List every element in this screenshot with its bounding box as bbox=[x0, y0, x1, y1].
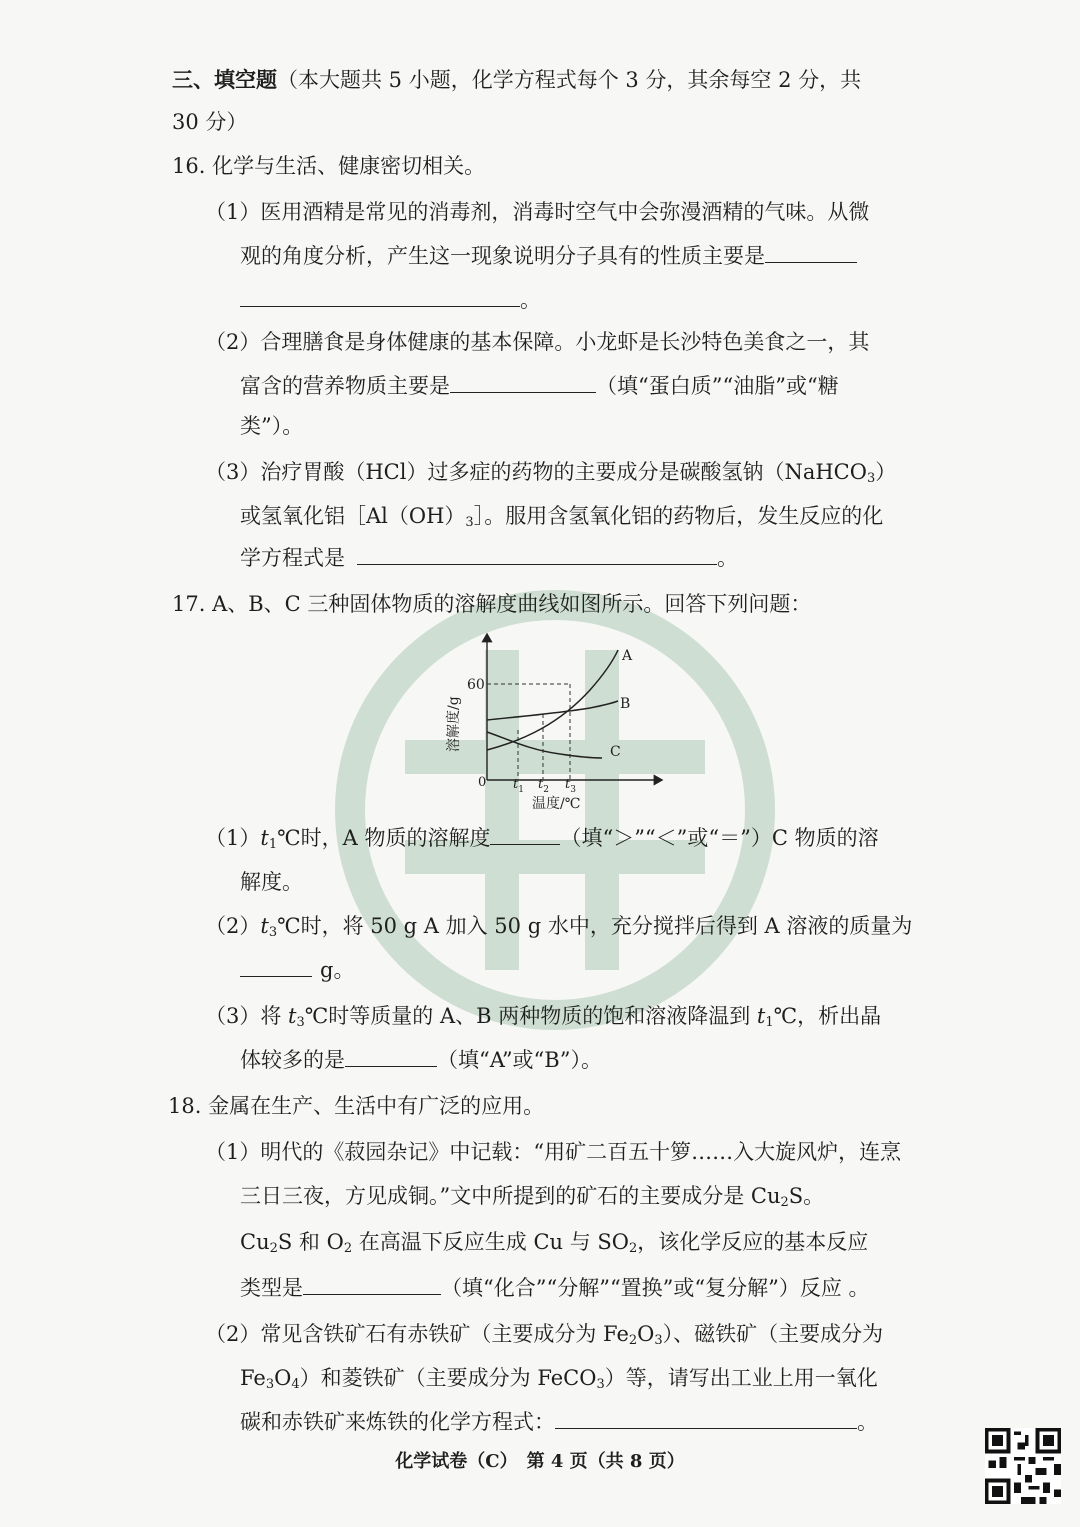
answer-blank[interactable] bbox=[490, 824, 560, 845]
q16-part2-line3: 类”）。 bbox=[240, 414, 304, 438]
q17-part3-line1: （3）将 $t_3℃$时等质量的 A、B 两种物质的饱和溶液降温到 $t_1℃$，析出晶 bbox=[205, 1004, 882, 1030]
curves bbox=[487, 650, 618, 758]
q18-part2-line3: 碳和赤铁矿来炼铁的化学方程式： 。 bbox=[240, 1410, 878, 1434]
answer-blank[interactable] bbox=[345, 1046, 437, 1067]
answer-blank[interactable] bbox=[450, 372, 596, 393]
answer-blank[interactable] bbox=[240, 956, 312, 977]
q16-part3-line3: 学方程式是 。 bbox=[240, 546, 738, 570]
series-label-c: C bbox=[610, 744, 621, 760]
qr-code-icon bbox=[985, 1428, 1061, 1504]
q16-part1-line3: 。 bbox=[240, 286, 541, 314]
section-note-line2: 30 分） bbox=[172, 110, 248, 134]
q17-part2-line1: $(2)t_3℃$时，将 50 g A 加入 50 g 水中，充分搅拌后得到 A 溶液的质量为 bbox=[205, 914, 913, 940]
q18-part1-line4: 类型是 （填“化合”“分解”“置换”或“复分解”）反应 。 bbox=[240, 1276, 870, 1300]
q18-stem: 18. 金属在生产、生活中有广泛的应用。 bbox=[168, 1094, 545, 1118]
curve-b bbox=[487, 701, 618, 720]
q16-part3-line2: 或氢氧化铝$[Al(OH)_3]$。服用含氢氧化铝的药物后，发生反应的化 bbox=[240, 504, 884, 530]
q16-stem: 16. 化学与生活、健康密切相关。 bbox=[172, 154, 486, 178]
dashed-guides bbox=[487, 684, 570, 780]
q17-part1-line1: $(1)t_1℃$时，A 物质的溶解度 （填“＞”“＜”或“＝”）C 物质的溶 bbox=[205, 826, 879, 852]
q18-part1-line2: 三日三夜，方见成铜。”文中所提到的矿石的主要成分是 $Cu_2S$。 bbox=[240, 1184, 825, 1210]
x-tick-label: $t_3$ bbox=[565, 777, 576, 795]
y-tick-label: 60 bbox=[467, 677, 485, 693]
y-axis-title: 溶解度/g bbox=[446, 696, 462, 752]
page-footer: 化学试卷（C） 第 4 页（共 8 页） bbox=[395, 1451, 685, 1472]
curve-a bbox=[487, 650, 618, 750]
series-label-a: A bbox=[622, 648, 633, 664]
q17-part2-line2: g。 bbox=[240, 956, 354, 984]
origin-label: 0 bbox=[478, 775, 487, 790]
q18-part2-line2: $Fe_3O_4$）和菱铁矿（主要成分为 FeCO$_3$）等，请写出工业上用一氧化 bbox=[240, 1366, 878, 1392]
q18-part2-line1: （2）常见含铁矿石有赤铁矿（主要成分为 $Fe_2O_3$）、磁铁矿（主要成分为 bbox=[205, 1322, 884, 1348]
q16-part1-line1: （1）医用酒精是常见的消毒剂，消毒时空气中会弥漫酒精的气味。从微 bbox=[205, 200, 870, 224]
q16-part1-line2: 观的角度分析，产生这一现象说明分子具有的性质主要是 bbox=[240, 242, 857, 270]
q17-stem: 17. A、B、C 三种固体物质的溶解度曲线如图所示。回答下列问题： bbox=[172, 592, 812, 616]
x-tick-label: $t_2$ bbox=[538, 777, 549, 795]
series-label-b: B bbox=[620, 696, 631, 712]
q17-part3-line2: 体较多的是 （填“A”或“B”）。 bbox=[240, 1048, 602, 1072]
answer-blank[interactable] bbox=[765, 242, 857, 263]
answer-blank[interactable] bbox=[303, 1274, 441, 1295]
x-axis-title: 温度/℃ bbox=[532, 796, 581, 812]
section-note: （本大题共 5 小题，化学方程式每个 3 分，其余每空 2 分，共 bbox=[277, 68, 862, 92]
q18-part1-line3: $Cu_2S$ 和 $O_2$ 在高温下反应生成 Cu 与 $SO_2$，该化学反应的基本反应 bbox=[240, 1230, 869, 1256]
answer-blank[interactable] bbox=[357, 544, 717, 565]
q17-part1-line2: 解度。 bbox=[240, 870, 303, 894]
q16-part2-line2: 富含的营养物质主要是 （填“蛋白质”“油脂”或“糖 bbox=[240, 374, 839, 398]
section-title: 三、填空题 bbox=[172, 67, 277, 92]
answer-blank[interactable] bbox=[240, 286, 520, 307]
solubility-chart bbox=[430, 628, 670, 814]
x-tick-label: $t_1$ bbox=[513, 777, 524, 795]
section-header bbox=[172, 66, 861, 94]
answer-blank[interactable] bbox=[555, 1408, 857, 1429]
q18-part1-line1: （1）明代的《菽园杂记》中记载：“用矿二百五十箩……入大旋风炉，连烹 bbox=[205, 1140, 902, 1164]
q16-part3-line1: （3）治疗胃酸（HCl）过多症的药物的主要成分是碳酸氢钠（NaHCO$_3$） bbox=[205, 460, 897, 486]
q16-part2-line1: （2）合理膳食是身体健康的基本保障。小龙虾是长沙特色美食之一，其 bbox=[205, 330, 870, 354]
